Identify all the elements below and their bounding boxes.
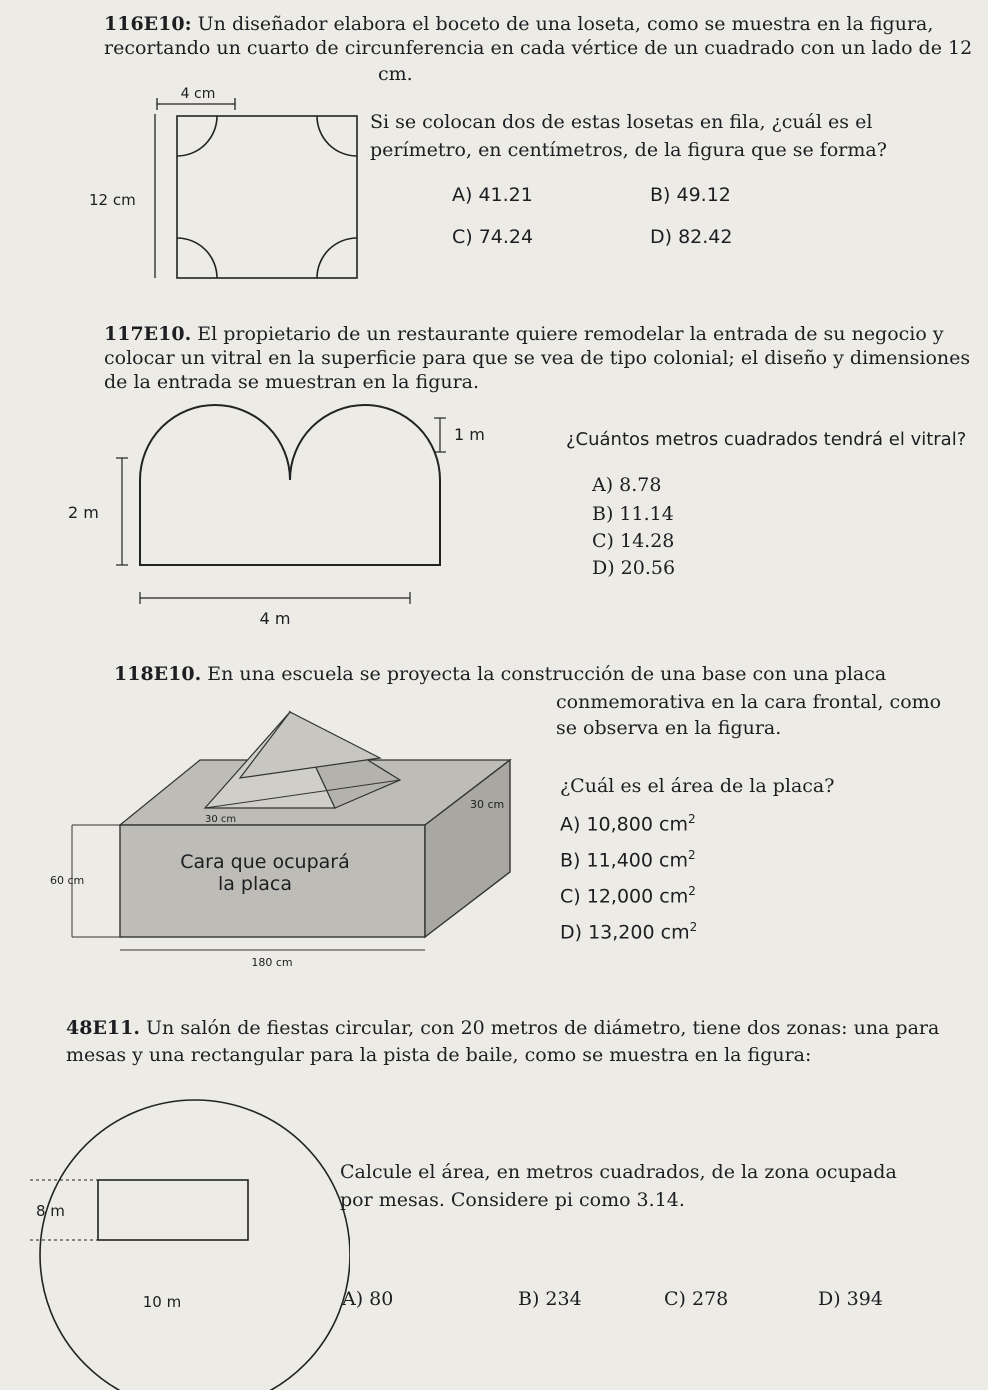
problem-117-option-d[interactable]: D) 20.56	[592, 557, 676, 579]
problem-116-id: 116E10:	[104, 13, 192, 35]
problem-118-option-d[interactable]: D) 13,200 $cm^2$	[560, 920, 698, 944]
salon-width-label: 10 m	[142, 1293, 182, 1311]
problem-118-text-line-2: conmemorativa en la cara frontal, como	[556, 691, 942, 713]
tile-side-label: 12 cm	[89, 191, 136, 209]
placa-label-line-2: la placa	[217, 873, 293, 895]
problem-48-option-a[interactable]: A) 80	[342, 1288, 394, 1310]
problem-118-question: ¿Cuál es el área de la placa?	[560, 775, 835, 797]
window-height-label: 2 m	[68, 503, 99, 522]
problem-117-id: 117E10.	[104, 323, 192, 345]
base-height-label: 60 cm	[50, 874, 85, 887]
problem-116-question-line-1: Si se colocan dos de estas losetas en fila, ¿cuál es el	[370, 111, 873, 133]
corner-arc-bottom-right	[317, 238, 357, 278]
problem-116-text-line-2: recortando un cuarto de circunferencia en cada vértice de un cuadrado con un lado de 12	[104, 37, 973, 59]
problem-48-option-c[interactable]: C) 278	[664, 1288, 729, 1310]
problem-117-option-b[interactable]: B) 11.14	[592, 503, 674, 525]
problem-117-option-a[interactable]: A) 8.78	[592, 474, 662, 496]
salon-figure	[20, 1080, 350, 1390]
window-figure	[40, 390, 500, 640]
corner-arc-top-right	[317, 116, 357, 156]
problem-48-text-line-2: mesas y una rectangular para la pista de baile, como se muestra en la figura:	[66, 1044, 812, 1066]
corner-arc-bottom-left	[177, 238, 217, 278]
problem-118-option-c[interactable]: C) 12,000 $cm^2$	[560, 884, 696, 908]
problem-116-option-a[interactable]: A) 41.21	[452, 184, 533, 206]
problem-48-question-line-1: Calcule el área, en metros cuadrados, de la zona ocupada	[340, 1161, 897, 1183]
salon-height-label: 8 m	[36, 1202, 65, 1220]
window-width-label: 4 m	[259, 609, 291, 628]
problem-117-option-c[interactable]: C) 14.28	[592, 530, 675, 552]
problem-118-option-a[interactable]: A) 10,800 $cm^2$	[560, 812, 696, 836]
base-inner-label: 30 cm	[205, 814, 237, 825]
problem-117-question: ¿Cuántos metros cuadrados tendrá el vitral?	[566, 429, 967, 450]
tile-top-label: 4 cm	[180, 86, 216, 102]
problem-48-option-b[interactable]: B) 234	[518, 1288, 582, 1310]
corner-arc-top-left	[177, 116, 217, 156]
problem-117-text-line-3: de la entrada se muestran en la figura.	[104, 371, 480, 393]
salon-circle	[40, 1100, 350, 1390]
problem-117-text-line-1: 117E10. El propietario de un restaurante quiere remodelar la entrada de su negocio y	[104, 323, 944, 345]
problem-48-id: 48E11.	[66, 1017, 140, 1039]
problem-116-text-line-1: 116E10: Un diseñador elabora el boceto de una loseta, como se muestra en la figura,	[104, 13, 934, 35]
problem-118-text-line-1: 118E10. En una escuela se proyecta la construcción de una base con una placa	[114, 663, 887, 685]
problem-116-option-d[interactable]: D) 82.42	[650, 226, 733, 248]
problem-118-text-line-3: se observa en la figura.	[556, 717, 782, 739]
base-depth-label: 30 cm	[470, 798, 505, 811]
problem-117-text-line-2: colocar un vitral en la superficie para que se vea de tipo colonial; el diseño y dimensiones	[104, 347, 971, 369]
problem-116-question-line-2: perímetro, en centímetros, de la figura que se forma?	[370, 139, 887, 161]
base-width-label: 180 cm	[251, 956, 293, 969]
tile-figure	[85, 80, 375, 295]
problem-118-id: 118E10.	[114, 663, 202, 685]
problem-48-text-line-1: 48E11. Un salón de fiestas circular, con 20 metros de diámetro, tiene dos zonas: una para	[66, 1017, 940, 1039]
problem-116-option-b[interactable]: B) 49.12	[650, 184, 731, 206]
problem-116-option-c[interactable]: C) 74.24	[452, 226, 534, 248]
placa-label-line-1: Cara que ocupará	[180, 851, 350, 873]
problem-118-option-b[interactable]: B) 11,400 $cm^2$	[560, 848, 696, 872]
window-radius-label: 1 m	[454, 425, 485, 444]
dance-floor-rect	[98, 1180, 248, 1240]
problem-116-text-line-3: cm.	[378, 63, 413, 85]
problem-48-option-d[interactable]: D) 394	[818, 1288, 883, 1310]
tile-square	[177, 116, 357, 278]
window-shape	[140, 405, 440, 565]
problem-48-question-line-2: por mesas. Considere pi como 3.14.	[340, 1189, 685, 1211]
base-figure	[40, 700, 545, 970]
